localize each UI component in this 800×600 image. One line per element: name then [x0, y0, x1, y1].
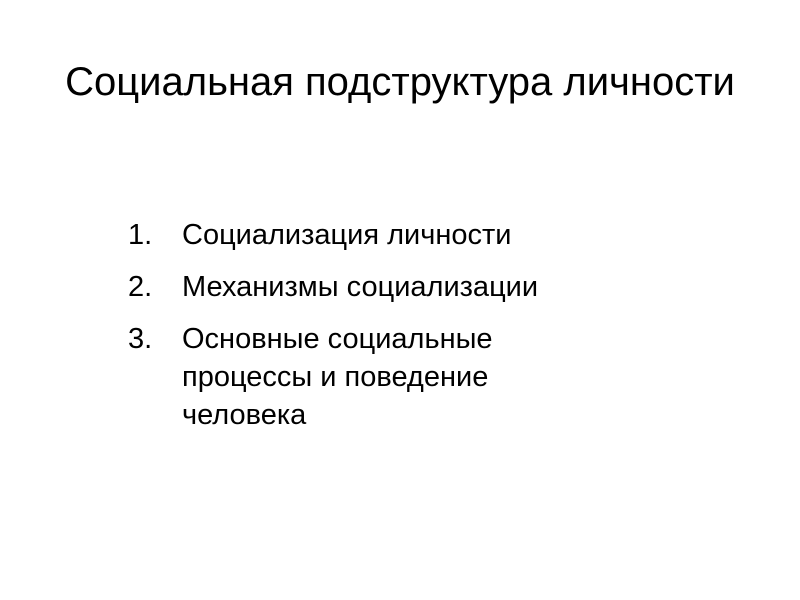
list-item [120, 268, 640, 306]
list-item [120, 216, 640, 254]
list-item-number: 1. [128, 219, 153, 251]
list-item-number: 3. [128, 323, 153, 355]
list-item [120, 320, 640, 434]
slide-title: Социальная подструктура личности [65, 60, 735, 104]
topic-list [120, 216, 640, 448]
list-item-number: 2. [128, 271, 153, 303]
list-item-text: Механизмы социализации [182, 271, 539, 303]
list-item-text: Социализация личности [182, 219, 512, 251]
list-item-text: Основные социальные процессы и поведение человека [182, 323, 493, 431]
